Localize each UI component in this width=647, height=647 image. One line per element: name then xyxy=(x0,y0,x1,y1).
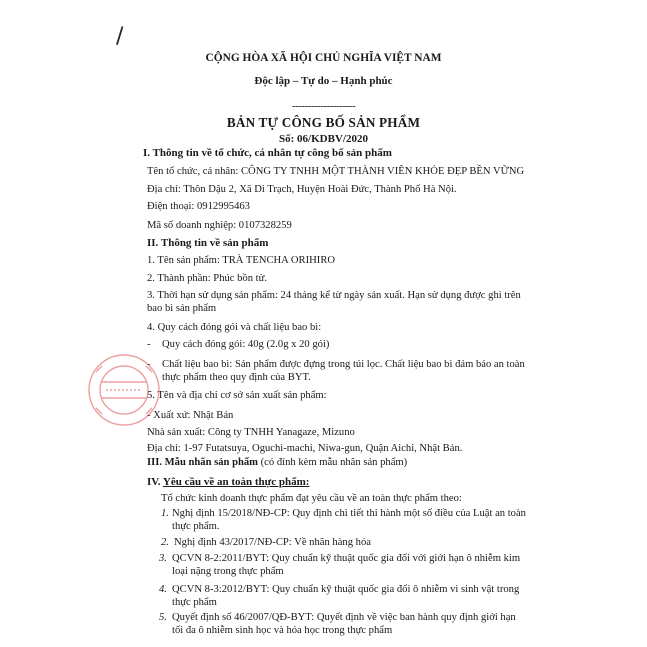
reg-2-number: 2. xyxy=(161,537,169,548)
product-ingredients: 2. Thành phần: Phúc bồn tử. xyxy=(147,273,268,284)
org-address: Địa chỉ: Thôn Dậu 2, Xã Di Trạch, Huyện Hoài Đức, Thành Phố Hà Nội. xyxy=(147,184,457,195)
packing-spec: Quy cách đóng gói: 40g (2.0g x 20 gói) xyxy=(162,339,330,350)
origin: - Xuất xứ: Nhật Bản xyxy=(147,410,234,421)
section-1-heading: I. Thông tin về tổ chức, cá nhân tự công bố sản phẩm xyxy=(143,147,392,159)
document-number: Số: 06/KDBV/2020 xyxy=(279,133,368,145)
manufacturer-heading: 5. Tên và địa chỉ cơ sở sản xuất sản phẩm: xyxy=(147,390,327,401)
reg-3-line-2: loại nặng trong thực phẩm xyxy=(172,566,284,577)
reg-3-number: 3. xyxy=(159,553,167,564)
section-2-heading: II. Thông tin về sản phẩm xyxy=(147,237,269,249)
reg-3-line-1: QCVN 8-2:2011/BYT: Quy chuẩn kỹ thuật quốc gia đối với giới hạn ô nhiễm kim xyxy=(172,553,521,564)
reg-5-line-1: Quyết định số 46/2007/QĐ-BYT: Quyết định về việc ban hành quy định giới hạn xyxy=(172,612,516,623)
reg-1-line-2: thực phẩm. xyxy=(172,521,220,532)
section-3-heading: III. Mẫu nhãn sản phẩm xyxy=(147,457,258,468)
reg-4-line-1: QCVN 8-3:2012/BYT: Quy chuẩn kỹ thuật quốc gia đối ô nhiễm vi sinh vật trong xyxy=(172,584,520,595)
packaging-heading: 4. Quy cách đóng gói và chất liệu bao bì: xyxy=(147,322,322,333)
shelf-life-line-1: 3. Thời hạn sử dụng sản phẩm: 24 tháng kể từ ngày sản xuất. Hạn sử dụng được ghi trên xyxy=(147,290,521,301)
org-name: Tên tổ chức, cá nhân: CÔNG TY TNHH MỘT THÀNH VIÊN KHỎE ĐẸP BỀN VỮNG xyxy=(147,166,525,177)
bullet-dash-1: - xyxy=(147,339,151,350)
section-4-heading-row xyxy=(147,476,309,488)
section-4-heading: Yêu cầu về an toàn thực phẩm: xyxy=(162,476,310,488)
reg-1-number: 1. xyxy=(161,508,169,519)
manufacturer-name: Nhà sản xuất: Công ty TNHH Yanagaze, Mizuno xyxy=(147,427,355,438)
separator: -------------------- xyxy=(291,100,356,112)
company-seal-icon xyxy=(86,352,162,428)
org-phone: Điện thoại: 0912995463 xyxy=(147,201,250,212)
safety-intro: Tổ chức kinh doanh thực phẩm đạt yêu cầu về an toàn thực phẩm theo: xyxy=(161,493,462,504)
shelf-life-line-2: bao bì sản phẩm xyxy=(147,303,217,314)
bullet-dash-2: - xyxy=(147,359,151,370)
document-title: BẢN TỰ CÔNG BỐ SẢN PHẨM xyxy=(226,115,421,130)
reg-5-number: 5. xyxy=(159,612,167,623)
reg-4-line-2: thực phẩm xyxy=(172,597,217,608)
reg-2-line-1: Nghị định 43/2017/NĐ-CP: Về nhãn hàng hóa xyxy=(174,537,371,548)
material-line-1: Chất liệu bao bì: Sản phẩm được đựng trong túi lọc. Chất liệu bao bì đảm bảo an toàn xyxy=(162,359,525,370)
tax-code: Mã số doanh nghiệp: 0107328259 xyxy=(147,220,292,231)
manufacturer-address: Địa chỉ: 1-97 Futatsuya, Oguchi-machi, Niwa-gun, Quận Aichi, Nhật Bản. xyxy=(147,443,463,454)
section-4-number: IV. xyxy=(147,476,161,488)
handwritten-mark: / xyxy=(116,24,124,49)
material-line-2: thực phẩm theo quy định của BYT. xyxy=(162,372,311,383)
product-name: 1. Tên sản phẩm: TRÀ TENCHA ORIHIRO xyxy=(147,255,336,266)
section-3 xyxy=(147,457,407,469)
country-heading: CỘNG HÒA XÃ HỘI CHỦ NGHĨA VIỆT NAM xyxy=(205,52,442,64)
section-3-note: (có đính kèm mẫu nhãn sản phẩm) xyxy=(260,457,408,468)
reg-5-line-2: tối đa ô nhiễm sinh học và hóa học trong thực phẩm xyxy=(172,625,393,636)
motto: Độc lập – Tự do – Hạnh phúc xyxy=(254,75,393,87)
reg-1-line-1: Nghị định 15/2018/NĐ-CP: Quy định chi tiết thi hành một số điều của Luật an toàn xyxy=(172,508,526,519)
reg-4-number: 4. xyxy=(159,584,167,595)
